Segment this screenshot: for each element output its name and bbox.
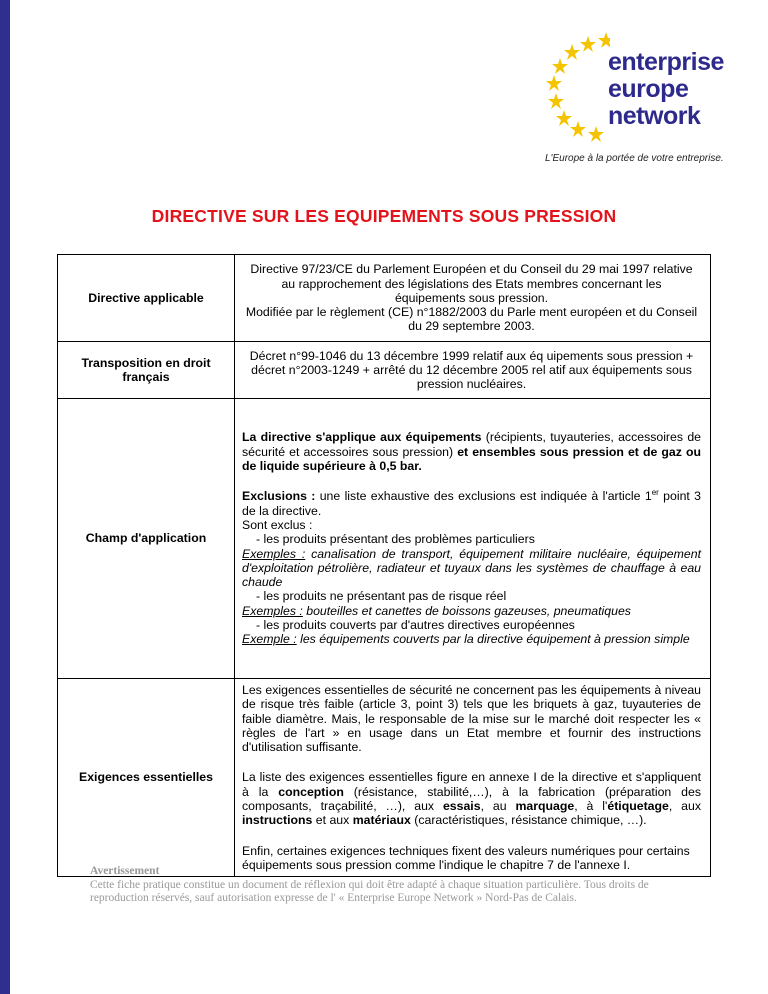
- champ-intro-bold-1: La directive s'applique aux équipements: [242, 430, 482, 445]
- champ-intro-text: (récipients, tuyauteries, accessoires de sécurité et accessoires sous pression): [242, 430, 701, 459]
- exig-p2-a: La liste des exigences essentielles figure en annexe I de la directive et s'appliquent à la: [242, 770, 701, 799]
- document-title: DIRECTIVE SUR LES EQUIPEMENTS SOUS PRESSION: [151, 206, 617, 226]
- exclusions-text-2: point 3 de la directive.: [242, 489, 702, 518]
- example-1-text: canalisation de transport, équipement militaire nucléaire, équipement d'exploitation pétrolière, radiateur et tuyaux dans les systèmes de chauffage à eau chaude: [242, 546, 701, 590]
- warning-heading: Avertissement: [90, 865, 160, 877]
- left-accent-bar: [0, 0, 10, 994]
- champ-intro-bold-2: et ensembles sous pression et de gaz ou de liquide supérieure à 0,5 bar.: [242, 444, 701, 474]
- exig-p2-etiquetage: étiquetage: [607, 799, 669, 814]
- example-3: [242, 632, 701, 646]
- row-transposition: [58, 342, 711, 399]
- enterprise-europe-network-logo: [540, 20, 750, 180]
- star-ring-icon: [540, 20, 610, 150]
- row-champ-application: [58, 399, 711, 679]
- exclusions-text: une liste exhaustive des exclusions est indiquée à l'article 1: [315, 489, 652, 504]
- exclusion-item-2: - les produits ne présentant pas de risque réel: [256, 589, 507, 604]
- directive-line-2: au rapprochement des législations des Etats membres concernant les: [281, 276, 662, 291]
- exclusions-label: Exclusions :: [242, 489, 316, 504]
- exig-p2-f: , aux: [668, 799, 701, 814]
- directive-line-3: équipements sous pression.: [394, 290, 549, 305]
- row-exigences-essentielles: [58, 679, 711, 877]
- exig-p2-conception: conception: [278, 784, 344, 799]
- example-1-label: Exemples :: [242, 546, 306, 561]
- directive-table: [57, 254, 711, 877]
- exclusion-item-1: - les produits présentant des problèmes particuliers: [256, 532, 535, 547]
- row-directive-applicable: [58, 255, 711, 342]
- exclusion-item-3: - les produits couverts par d'autres directives européennes: [256, 617, 575, 632]
- directive-line-4: Modifiée par le règlement (CE) n°1882/2003 du Parle ment européen et du Conseil: [245, 305, 698, 320]
- exigences-paragraph-1: Les exigences essentielles de sécurité ne concernent pas les équipements à niveau de risque très faible (article 3, point 3) tels que les briquets à gaz, tuyauteries de faible diamètre. Mais, le responsable de la mise sur le marché doit respecter les « règles de l'art » en usage dans un Etat membre et fournir des instructions d'utilisation suffisante.: [242, 683, 701, 755]
- label-transposition: Transposition en droit français: [58, 342, 235, 399]
- sont-exclus: Sont exclus :: [242, 517, 313, 532]
- directive-line-1: Directive 97/23/CE du Parlement Européen et du Conseil du 29 mai 1997 relative: [250, 262, 693, 277]
- exig-p2-c: (résistance, stabilité,…), à la fabrication (préparation des composants, traçabilité, …), aux: [242, 784, 701, 814]
- exig-p2-e: , à l': [574, 799, 608, 814]
- label-champ-application: Champ d'application: [58, 399, 235, 679]
- example-3-text: les équipements couverts par la directive équipement à pression simple: [296, 632, 690, 647]
- exig-p2-d: , au: [480, 799, 516, 814]
- logo-word-enterprise: enterprise: [608, 48, 724, 76]
- exig-p2-g: et aux: [312, 813, 353, 828]
- example-2-text: bouteilles et canettes de boissons gazeuses, pneumatiques: [302, 603, 631, 618]
- exig-p2-instructions: instructions: [242, 813, 313, 828]
- example-2-label: Exemples :: [242, 603, 303, 618]
- logo-tagline: L'Europe à la portée de votre entreprise.: [545, 153, 724, 164]
- example-2: [242, 604, 701, 618]
- champ-exclusions: [242, 489, 701, 518]
- exig-p2-essais: essais: [442, 799, 481, 814]
- logo-word-europe: europe: [608, 75, 689, 103]
- exigences-paragraph-3: Enfin, certaines exigences techniques fixent des valeurs numériques pour certains équipements sous pression comme l'indique le chapitre 7 de l'annexe I.: [242, 843, 690, 872]
- content-champ-application: [235, 399, 711, 679]
- exig-p2-marquage: marquage: [515, 799, 575, 814]
- content-exigences-essentielles: [235, 679, 711, 877]
- exig-p2-h: (caractéristiques, résistance chimique, …).: [410, 813, 647, 828]
- label-exigences-essentielles: Exigences essentielles: [58, 679, 235, 877]
- exigences-paragraph-2: [242, 770, 701, 827]
- content-directive-applicable: [235, 255, 711, 342]
- logo-word-network: network: [608, 102, 701, 130]
- transposition-line-1: Décret n°99-1046 du 13 décembre 1999 relatif aux éq uipements sous pression +: [249, 348, 694, 363]
- directive-line-5: du 29 septembre 2003.: [408, 319, 535, 334]
- transposition-line-3: pression nucléaires.: [416, 377, 527, 392]
- content-transposition: [235, 342, 711, 399]
- warning-text: Cette fiche pratique constitue un document de réflexion qui doit être adapté à chaque situation particulière. Tous droits de reproduction réservés, sauf autorisation expresse de l' « Enterprise Europe Network » Nord-Pas de Calais.: [90, 878, 649, 905]
- exig-p2-materiaux: matériaux: [352, 813, 411, 828]
- example-1: [242, 547, 701, 590]
- warning-notice: [90, 865, 670, 906]
- champ-intro: [242, 430, 701, 473]
- exclusions-sup: er: [651, 488, 659, 498]
- example-3-label: Exemple :: [242, 632, 297, 647]
- label-directive-applicable: Directive applicable: [58, 255, 235, 342]
- transposition-line-2: décret n°2003-1249 + arrêté du 12 décembre 2005 rel atif aux équipements sous: [251, 362, 692, 377]
